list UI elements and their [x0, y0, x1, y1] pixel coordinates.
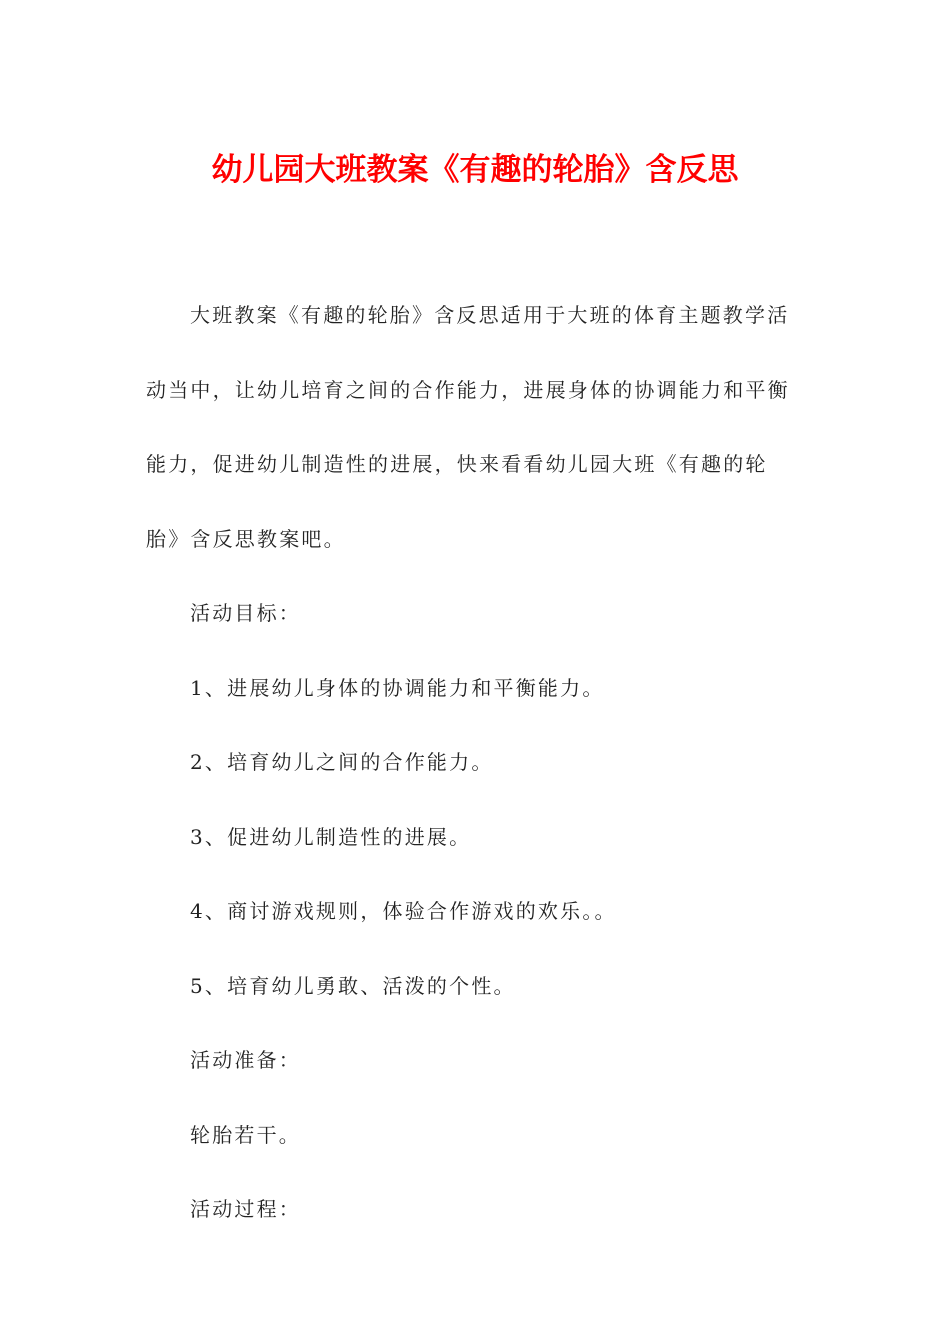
goal-item: 2、培育幼儿之间的合作能力。 — [190, 750, 494, 774]
goals-heading: 活动目标： — [190, 601, 301, 625]
goal-item: 5、培育幼儿勇敢、活泼的个性。 — [190, 973, 516, 998]
intro-line: 动当中，让幼儿培育之间的合作能力，进展身体的协调能力和平衡 — [146, 377, 790, 402]
prep-text: 轮胎若干。 — [190, 1122, 301, 1147]
intro-line: 大班教案《有趣的轮胎》含反思适用于大班的体育主题教学活 — [190, 303, 790, 327]
intro-line: 能力，促进幼儿制造性的进展，快来看看幼儿园大班《有趣的轮 — [146, 452, 768, 476]
prep-heading: 活动准备： — [190, 1048, 301, 1072]
document-title: 幼儿园大班教案《有趣的轮胎》含反思 — [211, 152, 739, 188]
intro-paragraph — [146, 278, 806, 576]
document-body — [146, 278, 806, 1247]
process-heading: 活动过程： — [190, 1197, 301, 1221]
goal-item: 4、商讨游戏规则，体验合作游戏的欢乐。。 — [190, 899, 617, 923]
goal-item: 3、促进幼儿制造性的进展。 — [190, 824, 472, 849]
goal-item: 1、进展幼儿身体的协调能力和平衡能力。 — [190, 675, 605, 700]
intro-line: 胎》含反思教案吧。 — [146, 526, 346, 551]
